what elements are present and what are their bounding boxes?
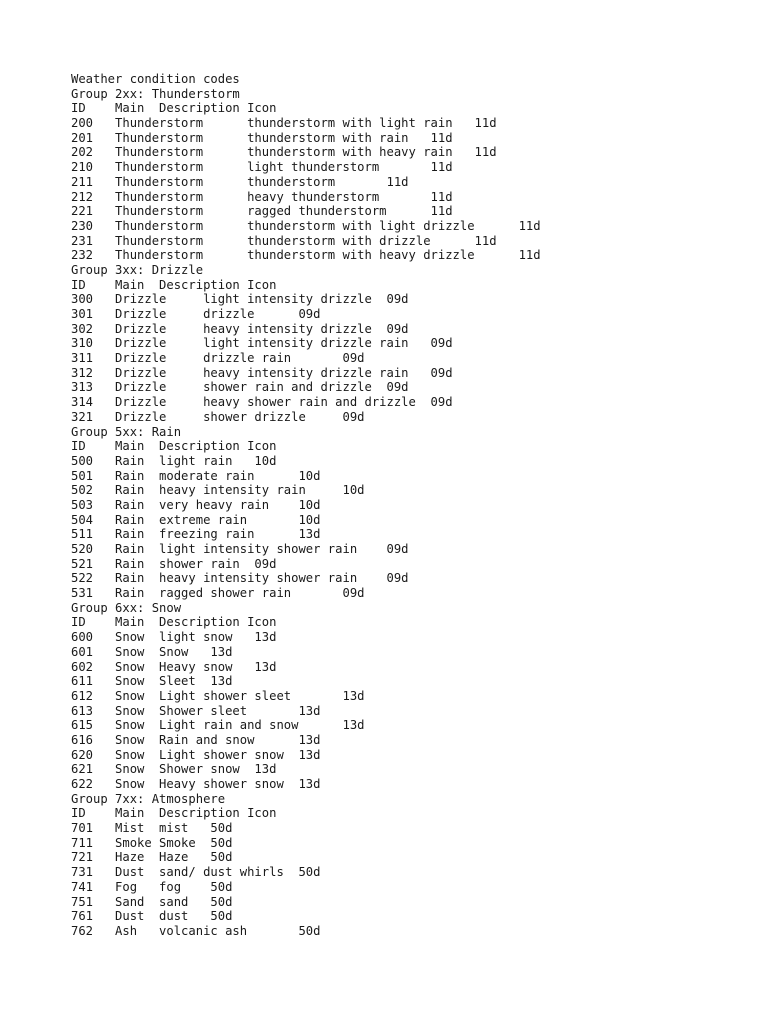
document-line: 602 Snow Heavy snow 13d — [71, 659, 277, 674]
document-line: ID Main Description Icon — [71, 101, 277, 116]
document-line: Group 7xx: Atmosphere — [71, 791, 226, 806]
document-line: 312 Drizzle heavy intensity drizzle rain 09d — [71, 365, 453, 380]
document-line: 311 Drizzle drizzle rain 09d — [71, 351, 365, 366]
document-line: 200 Thunderstorm thunderstorm with light rain 11d — [71, 116, 497, 131]
document-line: 761 Dust dust 50d — [71, 909, 233, 924]
document-line: 230 Thunderstorm thunderstorm with light drizzle 11d — [71, 218, 541, 233]
document-line: 600 Snow light snow 13d — [71, 630, 277, 645]
document-line: 520 Rain light intensity shower rain 09d — [71, 542, 409, 556]
document-line: 232 Thunderstorm thunderstorm with heavy drizzle 11d — [71, 248, 541, 263]
document-line: 302 Drizzle heavy intensity drizzle 09d — [71, 321, 409, 336]
document-line: ID Main Description Icon — [71, 615, 277, 630]
document-line: 211 Thunderstorm thunderstorm 11d — [71, 174, 409, 189]
document-line: Group 3xx: Drizzle — [71, 262, 204, 277]
document-line: Group 2xx: Thunderstorm — [71, 86, 240, 101]
document-line: 611 Snow Sleet 13d — [71, 674, 233, 689]
document-line: 731 Dust sand/ dust whirls 50d — [71, 865, 321, 880]
document-line: 502 Rain heavy intensity rain 10d — [71, 483, 365, 498]
document-line: 612 Snow Light shower sleet 13d — [71, 688, 365, 703]
document-line: 620 Snow Light shower snow 13d — [71, 747, 321, 762]
document-line: ID Main Description Icon — [71, 277, 277, 292]
document-line: 751 Sand sand 50d — [71, 894, 233, 909]
document-line: 221 Thunderstorm ragged thunderstorm 11d — [71, 204, 453, 219]
document-line: Weather condition codes — [71, 72, 240, 86]
document-line: 601 Snow Snow 13d — [71, 644, 233, 659]
document-line: 522 Rain heavy intensity shower rain 09d — [71, 571, 409, 586]
document-line: 314 Drizzle heavy shower rain and drizzle 09d — [71, 395, 453, 410]
document-line: 301 Drizzle drizzle 09d — [71, 307, 321, 321]
document-line: 201 Thunderstorm thunderstorm with rain 11d — [71, 130, 453, 145]
weather-codes-document — [71, 72, 541, 939]
document-line: 313 Drizzle shower rain and drizzle 09d — [71, 380, 409, 395]
document-line: 202 Thunderstorm thunderstorm with heavy rain 11d — [71, 145, 497, 160]
document-line: 531 Rain ragged shower rain 09d — [71, 586, 365, 601]
document-line: 231 Thunderstorm thunderstorm with drizzle 11d — [71, 233, 497, 248]
document-line: 504 Rain extreme rain 10d — [71, 512, 321, 527]
document-line: 741 Fog fog 50d — [71, 879, 233, 894]
document-line: 321 Drizzle shower drizzle 09d — [71, 409, 365, 424]
document-line: 511 Rain freezing rain 13d — [71, 527, 321, 542]
document-line: 613 Snow Shower sleet 13d — [71, 703, 321, 718]
document-line: 721 Haze Haze 50d — [71, 850, 233, 865]
document-line: ID Main Description Icon — [71, 806, 277, 821]
document-line: 501 Rain moderate rain 10d — [71, 468, 321, 483]
document-line: 616 Snow Rain and snow 13d — [71, 732, 321, 747]
document-line: 210 Thunderstorm light thunderstorm 11d — [71, 160, 453, 175]
document-line: 622 Snow Heavy shower snow 13d — [71, 777, 321, 791]
document-line: 711 Smoke Smoke 50d — [71, 835, 233, 850]
document-line: 762 Ash volcanic ash 50d — [71, 923, 321, 938]
document-line: Group 5xx: Rain — [71, 424, 182, 439]
document-line: Group 6xx: Snow — [71, 600, 182, 615]
document-line: 310 Drizzle light intensity drizzle rain 09d — [71, 336, 453, 351]
document-line: 500 Rain light rain 10d — [71, 453, 277, 468]
document-line: 503 Rain very heavy rain 10d — [71, 497, 321, 512]
document-line: ID Main Description Icon — [71, 439, 277, 454]
document-line: 615 Snow Light rain and snow 13d — [71, 718, 365, 733]
document-line: 621 Snow Shower snow 13d — [71, 762, 277, 777]
document-line: 701 Mist mist 50d — [71, 821, 233, 836]
document-line: 521 Rain shower rain 09d — [71, 556, 277, 571]
document-line: 300 Drizzle light intensity drizzle 09d — [71, 292, 409, 307]
document-line: 212 Thunderstorm heavy thunderstorm 11d — [71, 189, 453, 204]
